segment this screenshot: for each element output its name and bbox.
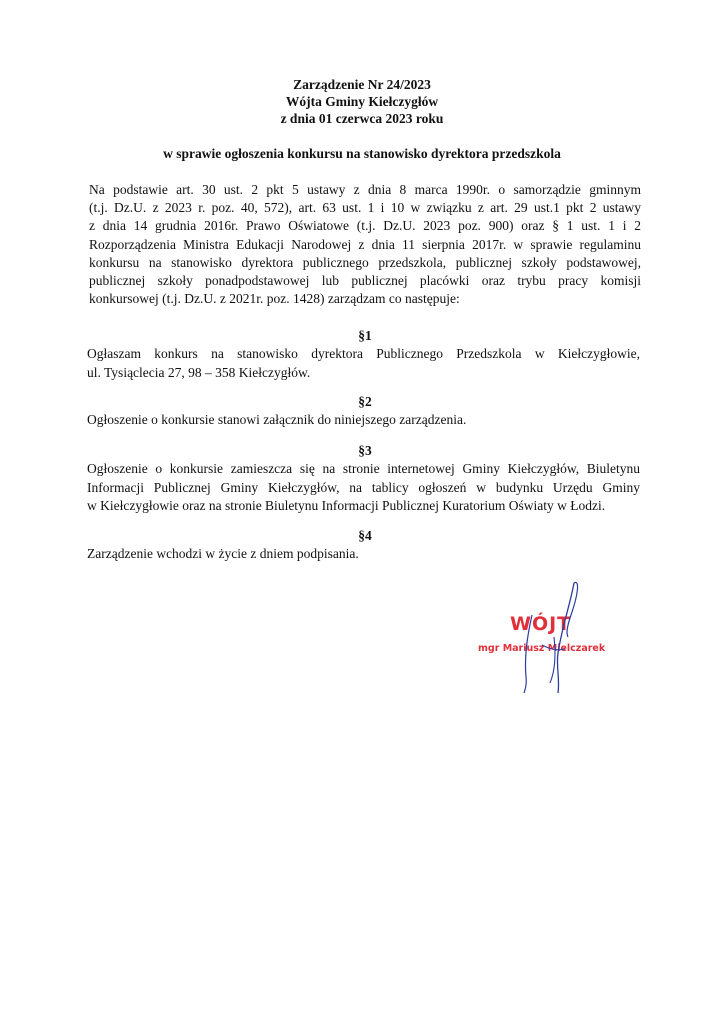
section-4-body bbox=[87, 545, 640, 564]
preamble-line: Na podstawie art. 30 ust. 2 pkt 5 ustawy z dnia 8 marca 1990r. o samorządzie gminnym bbox=[89, 182, 641, 197]
section-3-title: §3 bbox=[358, 443, 372, 458]
preamble-line: Rozporządzenia Ministra Edukacji Narodowej z dnia 11 sierpnia 2017r. w sprawie regulaminu bbox=[89, 236, 641, 252]
preamble-line: (t.j. Dz.U. z 2023 r. poz. 40, 572), art. 63 ust. 1 i 10 w związku z art. 29 ust.1 pkt 2 ustawy bbox=[89, 200, 641, 216]
issuer: Wójta Gminy Kiełczygłów bbox=[285, 94, 439, 109]
section-3-body bbox=[87, 460, 640, 516]
section-line: Ogłoszenie o konkursie stanowi załącznik do niniejszego zarządzenia. bbox=[87, 412, 467, 427]
document-header bbox=[0, 76, 724, 127]
section-line: Informacji Publicznej Gminy Kiełczygłów, na tablicy ogłoszeń w budynku Urzędu Gminy bbox=[87, 479, 640, 495]
section-line: w Kiełczygłowie oraz na stronie Biuletynu Informacji Publicznej Kuratorium Oświaty w Łodzi. bbox=[87, 498, 606, 513]
section-4-title: §4 bbox=[358, 528, 372, 543]
stamp-name: mgr Mariusz Mielczarek bbox=[478, 643, 606, 654]
ordinance-date: z dnia 01 czerwca 2023 roku bbox=[280, 111, 444, 126]
ordinance-subject: w sprawie ogłoszenia konkursu na stanowisko dyrektora przedszkola bbox=[163, 146, 561, 161]
section-line: ul. Tysiąclecia 27, 98 – 358 Kiełczygłów. bbox=[87, 364, 311, 380]
section-2-title: §2 bbox=[358, 394, 372, 409]
preamble-line: konkursu na stanowisko dyrektora publicznego przedszkola, publicznej szkoły podstawowej, bbox=[89, 254, 641, 270]
handwritten-signature bbox=[470, 575, 630, 705]
signature-block bbox=[470, 575, 630, 705]
section-line: Ogłoszenie o konkursie zamieszcza się na stronie internetowej Gminy Kiełczygłów, Biuletynu bbox=[87, 461, 640, 476]
preamble-line: z dnia 14 grudnia 2016r. Prawo Oświatowe (t.j. Dz.U. 2023 poz. 900) oraz § 1 ust. 1 i 2 bbox=[89, 218, 641, 234]
section-1-body bbox=[87, 345, 640, 382]
section-line: Ogłaszam konkurs na stanowisko dyrektora Publicznego Przedszkola w Kiełczygłowie, bbox=[87, 346, 640, 361]
section-line: Zarządzenie wchodzi w życie z dniem podpisania. bbox=[87, 546, 359, 561]
preamble bbox=[89, 181, 641, 308]
section-2-body bbox=[87, 411, 640, 430]
preamble-line: publicznej szkoły ponadpodstawowej lub publicznej placówki oraz trybu pracy komisji bbox=[89, 273, 641, 289]
preamble-line: konkursowej (t.j. Dz.U. z 2021r. poz. 1428) zarządzam co następuje: bbox=[89, 291, 460, 307]
ordinance-number: Zarządzenie Nr 24/2023 bbox=[293, 77, 431, 92]
stamp-title: WÓJT bbox=[510, 613, 572, 635]
section-1-title: §1 bbox=[358, 328, 372, 343]
